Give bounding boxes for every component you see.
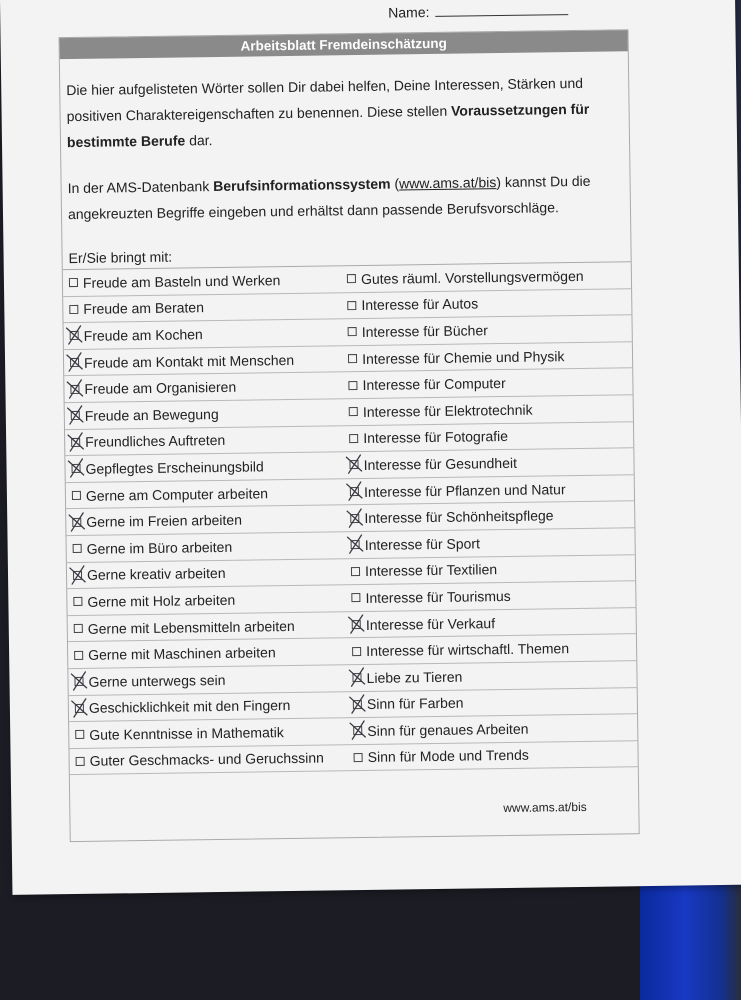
checkbox[interactable] [351,540,360,549]
checklist-item[interactable] [349,688,637,718]
checklist-item-label: Sinn für Farben [366,694,464,713]
handwritten-x-mark [345,481,365,501]
checklist-item[interactable] [349,714,637,744]
checklist-item[interactable] [69,692,349,722]
checkbox[interactable] [74,651,83,660]
checkbox[interactable] [75,730,84,739]
handwritten-x-mark [344,454,364,474]
checklist-item-label: Gutes räuml. Vorstellungsvermögen [360,267,584,287]
name-field [388,2,568,21]
checklist-item[interactable] [64,319,344,349]
checklist-item-label: Interesse für Bücher [361,322,488,340]
worksheet-frame [59,29,640,842]
checklist-item-label: Freude am Organisieren [84,378,237,398]
checklist-item[interactable] [347,528,635,558]
checklist-item[interactable] [64,373,344,403]
checkbox[interactable] [70,358,79,367]
checklist-item-label: Freundliches Auftreten [85,432,226,451]
checklist-item-label: Gute Kenntnisse in Mathematik [89,724,284,743]
checkbox[interactable] [71,438,80,447]
handwritten-x-mark [346,534,366,554]
handwritten-x-mark [348,720,368,740]
footer-url: www.ams.at/bis [503,799,587,816]
checklist-item[interactable] [344,315,632,345]
checklist-item-label: Interesse für Chemie und Physik [362,347,565,367]
checklist-item-label: Gerne im Freien arbeiten [86,511,243,530]
checkbox[interactable] [73,571,82,580]
handwritten-x-mark [348,694,368,714]
checkbox[interactable] [69,305,78,314]
checklist-item[interactable] [350,741,638,771]
checklist-item[interactable] [345,395,633,425]
checklist-item[interactable] [344,369,632,399]
checklist-item[interactable] [345,422,633,452]
checkbox[interactable] [351,567,360,576]
checklist-item-label: Gerne am Computer arbeiten [85,484,269,504]
handwritten-x-mark [66,405,86,425]
intro-text [60,51,630,227]
checklist-item-label: Geschicklichkeit mit den Fingern [88,697,291,717]
handwritten-x-mark [347,667,367,687]
checkbox[interactable] [349,434,358,443]
intro1-bold: Voraussetzungen für bestimmte Berufe [66,100,590,151]
checkbox[interactable] [76,757,85,766]
checkbox[interactable] [353,673,362,682]
checklist-item-label: Interesse für Sport [364,535,481,553]
checklist-item-label: Gerne unterwegs sein [88,671,226,690]
checklist-item-label: Interesse für Autos [361,295,479,314]
intro2-end: ) kannst Du die angekreuzten Begriffe eingeben und erhältst dann passende Berufsvorschläge. [67,172,591,223]
checkbox[interactable] [71,464,80,473]
checklist-item-label: Interesse für wirtschaftl. Themen [366,640,570,660]
handwritten-x-mark [65,379,85,399]
checklist-item[interactable] [63,266,343,296]
checklist-item[interactable] [347,555,635,585]
checkbox[interactable] [353,726,362,735]
checklist-item[interactable] [68,639,348,669]
checklist-item[interactable] [65,452,345,482]
checkbox[interactable] [349,407,358,416]
checkbox[interactable] [71,411,80,420]
checklist-item[interactable] [65,399,345,429]
checklist-item[interactable] [345,448,633,478]
checklist-item[interactable] [69,718,349,748]
checklist-item-label: Freude am Kontakt mit Menschen [83,351,295,371]
checkbox[interactable] [347,274,356,283]
checklist-item-label: Interesse für Textilien [365,561,498,580]
handwritten-x-mark [67,511,87,531]
handwritten-x-mark [65,352,85,372]
checklist-item-label: Gerne mit Maschinen arbeiten [88,644,276,663]
checklist-item[interactable] [346,475,634,505]
checklist-item-label: Sinn für Mode und Trends [367,747,529,766]
checkbox[interactable] [353,700,362,709]
checklist-item-label: Freude an Bewegung [84,405,219,424]
checkbox[interactable] [73,597,82,606]
checklist-item-label: Freude am Basteln und Werken [82,271,281,291]
intro1-end: dar. [185,132,213,149]
handwritten-x-mark [70,698,90,718]
intro-paragraph-1 [66,69,623,155]
handwritten-x-mark [69,671,89,691]
checkbox[interactable] [350,487,359,496]
checklist-item[interactable] [64,346,344,376]
intro2-text: In der AMS-Datenbank [67,178,214,197]
checkbox[interactable] [70,385,79,394]
checkbox[interactable] [351,593,360,602]
checklist-item-label: Interesse für Elektrotechnik [362,401,533,420]
checkbox[interactable] [75,704,84,713]
handwritten-x-mark [66,458,86,478]
checklist-item-label: Interesse für Pflanzen und Natur [363,480,566,500]
name-blank-line[interactable] [435,2,568,17]
checkbox[interactable] [348,381,357,390]
handwritten-x-mark [347,614,367,634]
handwritten-x-mark [345,508,365,528]
checkbox[interactable] [69,278,78,287]
checklist-item-label: Interesse für Tourismus [365,587,511,606]
checklist-item[interactable] [347,581,635,611]
checklist-item[interactable] [67,559,347,589]
checklist-item[interactable] [68,665,348,695]
checklist-item-label: Gerne kreativ arbeiten [86,565,226,584]
handwritten-x-mark [68,565,88,585]
checklist-item-label: Freude am Kochen [83,326,203,344]
ams-bis-link[interactable]: www.ams.at/bis [398,174,497,192]
checkbox[interactable] [74,677,83,686]
checkbox[interactable] [352,647,361,656]
checklist-item[interactable] [67,585,347,615]
handwritten-x-mark [66,432,86,452]
intro2-paren-open: ( [390,175,400,192]
checklist-item[interactable] [348,608,636,638]
checklist-item[interactable] [343,262,631,292]
checkbox[interactable] [348,354,357,363]
checkbox[interactable] [350,460,359,469]
checklist-item[interactable] [343,289,631,319]
intro1-text: Die hier aufgelisteten Wörter sollen Dir dabei helfen, Deine Interessen, Stärken und positiven Charaktereigenschaften zu benennen. Diese stellen [66,74,584,125]
checklist-item-label: Guter Geschmacks- und Geruchssinn [89,750,324,770]
checklist-item-label: Interesse für Computer [362,375,506,394]
checkbox[interactable] [72,491,81,500]
checklist-item[interactable] [346,502,634,532]
intro-paragraph-2 [67,167,624,227]
intro2-bold: Berufsinformationssystem [213,175,391,195]
checklist-table [63,261,638,775]
checklist-item-label: Interesse für Verkauf [365,614,496,633]
checklist-item-label: Sinn für genaues Arbeiten [367,720,529,739]
handwritten-x-mark [65,325,85,345]
checklist-item-label: Gerne mit Lebensmitteln arbeiten [87,617,295,637]
checklist-item[interactable] [66,479,346,509]
checkbox[interactable] [352,620,361,629]
checkbox[interactable] [73,544,82,553]
checklist-item-label: Gerne im Büro arbeiten [86,538,233,557]
checklist-item[interactable] [68,612,348,642]
checkbox[interactable] [348,328,357,337]
checklist-item-label: Gerne mit Holz arbeiten [87,591,236,610]
checkbox[interactable] [72,518,81,527]
checklist-item[interactable] [65,426,345,456]
checklist-item-label: Freude am Beraten [83,299,205,318]
checklist-item[interactable] [63,293,343,323]
worksheet-title: Arbeitsblatt Fremdeinschätzung [60,30,628,59]
checklist-item-label: Liebe zu Tieren [366,668,463,686]
name-label: Name: [388,4,430,21]
checklist-item-label: Gepflegtes Erscheinungsbild [85,458,264,477]
checklist-item[interactable] [344,342,632,372]
checkbox[interactable] [70,331,79,340]
table-heading: Er/Sie bringt mit: [68,248,173,267]
checkbox[interactable] [74,624,83,633]
checklist-item-label: Interesse für Fotografie [363,428,509,447]
checklist-item[interactable] [348,661,636,691]
checkbox[interactable] [354,753,363,762]
checklist-item[interactable] [66,506,346,536]
checkbox[interactable] [350,514,359,523]
checkbox[interactable] [347,301,356,310]
checklist-item[interactable] [348,634,636,664]
checklist-item-label: Interesse für Gesundheit [363,454,518,473]
checklist-item[interactable] [66,532,346,562]
checklist-item[interactable] [69,745,349,775]
checklist-item-label: Interesse für Schönheitspflege [364,507,554,527]
